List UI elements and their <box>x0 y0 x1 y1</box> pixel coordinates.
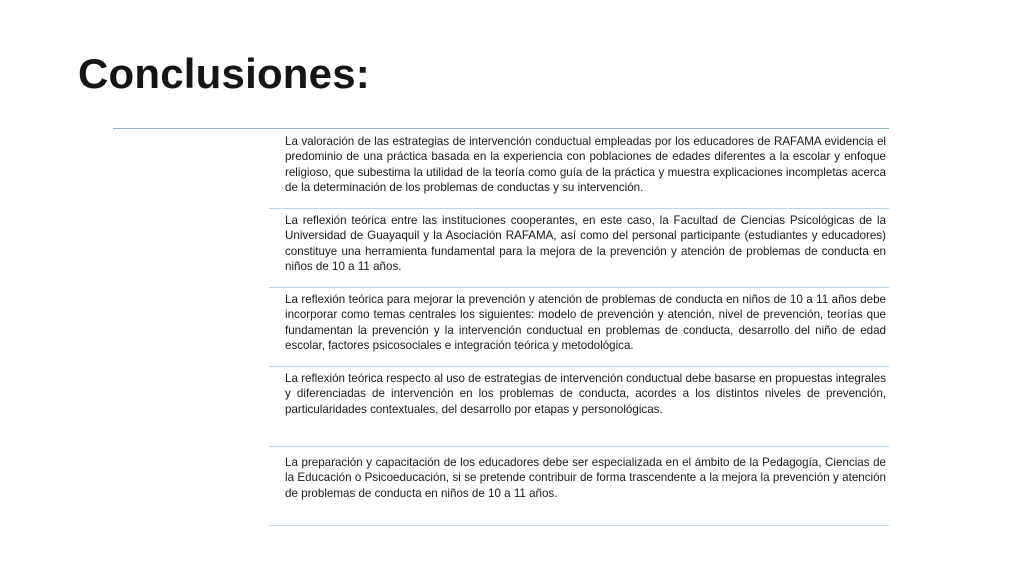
conclusion-text: La reflexión teórica para mejorar la prevención y atención de problemas de conducta en niños de 10 a 11 años debe incorporar como temas centrales los siguientes: modelo de prevención y atención, nivel de prevención, teorías que fundamentan la prevención y la intervención conductual en problemas de conducta, desarrollo del niño de edad escolar, factores psicosociales e integración teórica y metodológica. <box>285 293 886 353</box>
conclusion-text: La reflexión teórica respecto al uso de estrategias de intervención conductual debe basarse en propuestas integrales y diferenciadas de intervención en los problemas de conducta, acordes a los distintos niveles de prevención, particularidades contextuales, del desarrollo por etapas y personológicas. <box>285 372 886 416</box>
conclusion-item <box>269 447 889 526</box>
conclusions-list <box>269 130 889 526</box>
conclusion-text: La valoración de las estrategias de intervención conductual empleadas por los educadores de RAFAMA evidencia el predominio de una práctica basada en la experiencia con poblaciones de edades diferentes a la escolar y enfoque religioso, que subestima la utilidad de la teoría como guía de la práctica y muestra explicaciones incompletas acerca de la determinación de los problemas de conductas y su intervención. <box>285 135 886 195</box>
top-divider <box>113 128 889 129</box>
conclusion-item <box>269 130 889 209</box>
conclusion-item <box>269 288 889 367</box>
slide-title: Conclusiones: <box>78 50 370 97</box>
conclusion-item <box>269 209 889 288</box>
conclusion-item <box>269 367 889 447</box>
conclusion-text: La preparación y capacitación de los educadores debe ser especializada en el ámbito de la Pedagogía, Ciencias de la Educación o Psicoeducación, si se pretende contribuir de forma trascendente a la mejora la prevención y atención de problemas de conducta en niños de 10 a 11 años. <box>285 456 886 500</box>
conclusion-text: La reflexión teórica entre las instituciones cooperantes, en este caso, la Facultad de Ciencias Psicológicas de la Universidad de Guayaquil y la Asociación RAFAMA, así como del personal participante (estudiantes y educadores) constituye una herramienta fundamental para la mejora de la prevención y atención de problemas de conducta en niños de 10 a 11 años. <box>285 214 886 274</box>
